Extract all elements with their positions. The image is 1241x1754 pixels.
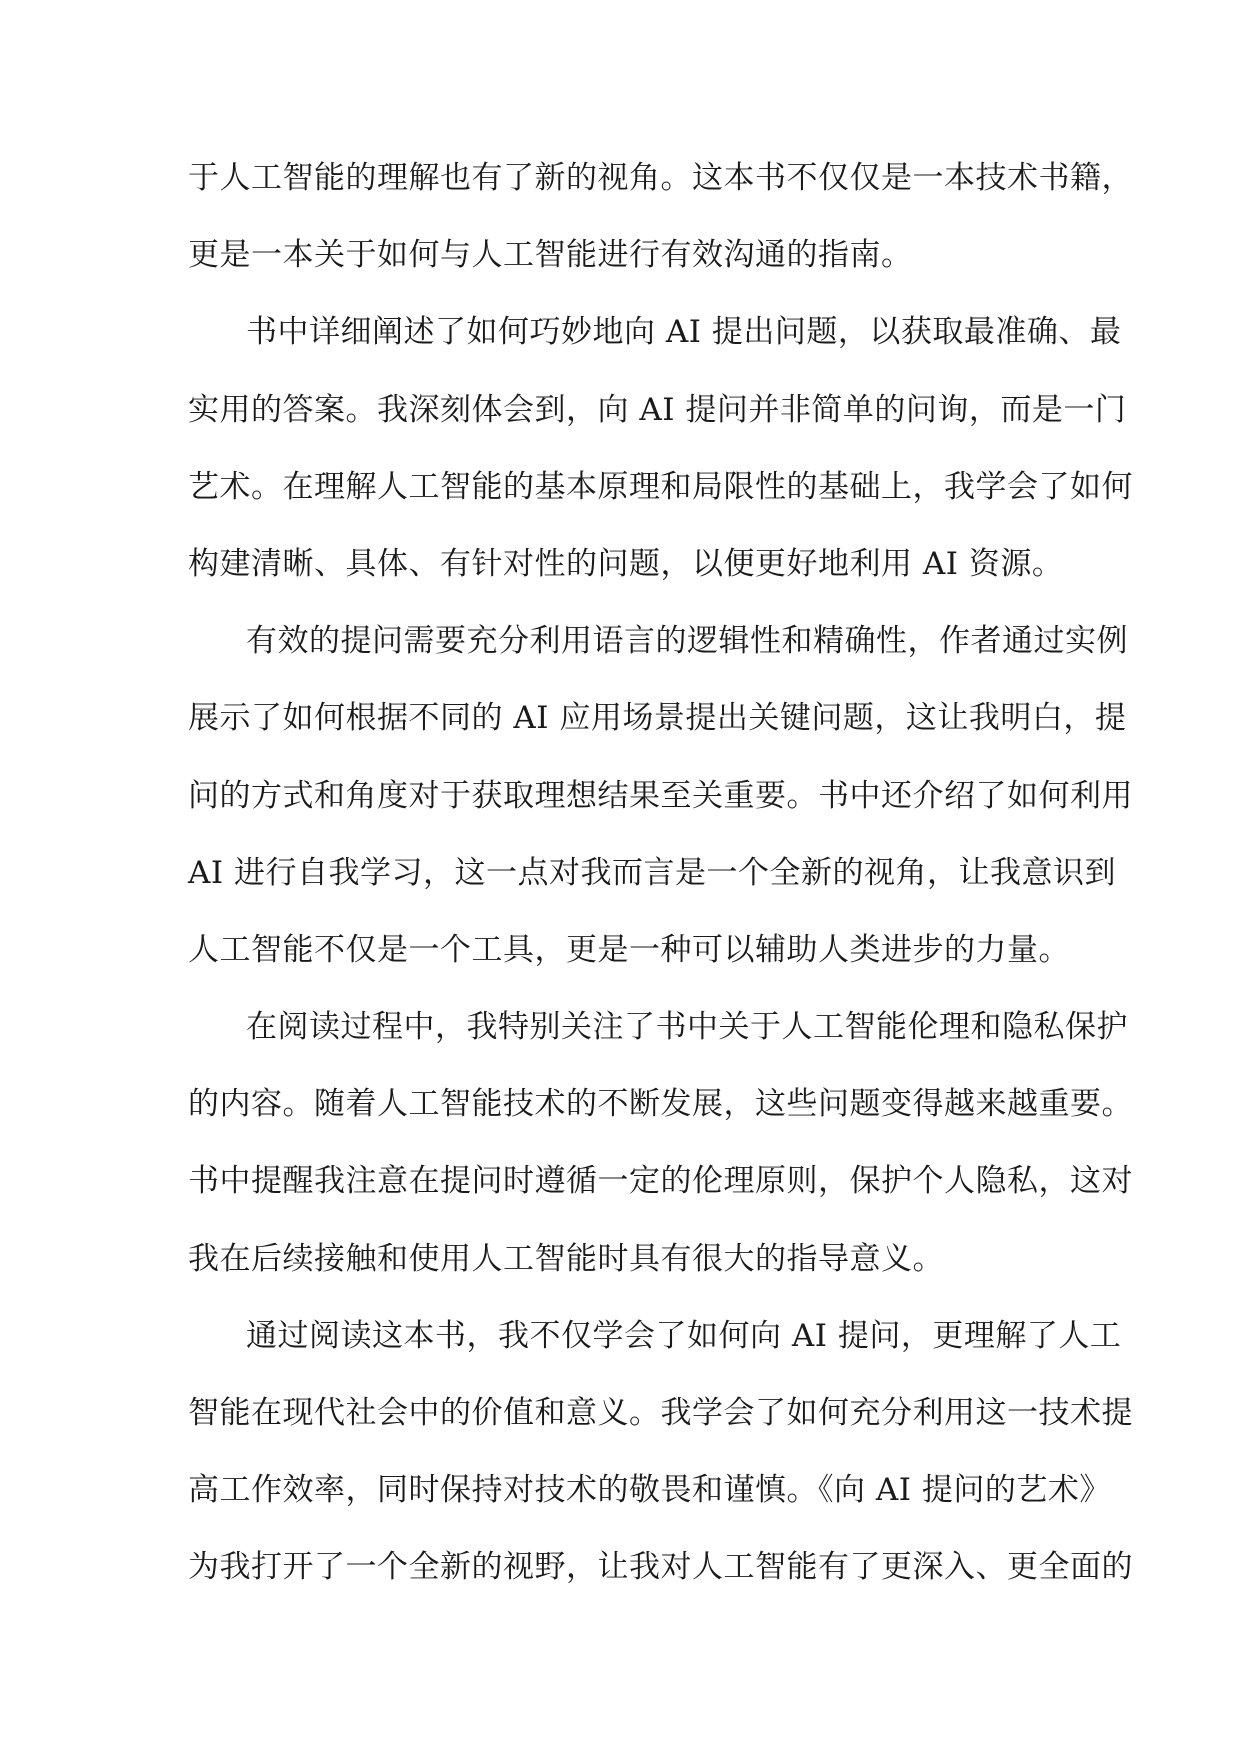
- text-line: 问的方式和角度对于获取理想结果至关重要。书中还介绍了如何利用: [188, 777, 1133, 814]
- text-line: 人工智能不仅是一个工具，更是一种可以辅助人类进步的力量。: [188, 931, 1070, 968]
- body-text: [188, 140, 1133, 1607]
- text-line: 我在后续接触和使用人工智能时具有很大的指导意义。: [188, 1240, 944, 1277]
- text-line: 构建清晰、具体、有针对性的问题，以便更好地利用 AI 资源。: [188, 545, 1064, 582]
- paragraph-first-line: 有效的提问需要充分利用语言的逻辑性和精确性，作者通过实例: [246, 623, 1128, 660]
- text-line: 实用的答案。我深刻体会到，向 AI 提问并非简单的问询，而是一门: [188, 391, 1127, 428]
- text-line: 书中提醒我注意在提问时遵循一定的伦理原则，保护个人隐私，这对: [188, 1163, 1133, 1200]
- text-line: 更是一本关于如何与人工智能进行有效沟通的指南。: [188, 237, 913, 274]
- text-line: 为我打开了一个全新的视野，让我对人工智能有了更深入、更全面的: [188, 1549, 1133, 1586]
- paragraph-first-line: 在阅读过程中，我特别关注了书中关于人工智能伦理和隐私保护: [246, 1009, 1128, 1046]
- text-line: 智能在现代社会中的价值和意义。我学会了如何充分利用这一技术提: [188, 1395, 1133, 1431]
- text-line: 展示了如何根据不同的 AI 应用场景提出关键问题，这让我明白，提: [188, 700, 1127, 737]
- text-line: 于人工智能的理解也有了新的视角。这本书不仅仅是一本技术书籍，: [188, 160, 1133, 196]
- paragraph-first-line: 通过阅读这本书，我不仅学会了如何向 AI 提问，更理解了人工: [246, 1317, 1122, 1354]
- paragraph-first-line: 书中详细阐述了如何巧妙地向 AI 提出问题，以获取最准确、最: [246, 314, 1122, 351]
- text-line: 高工作效率，同时保持对技术的敬畏和谨慎。《向 AI 提问的艺术》: [188, 1472, 1111, 1509]
- text-line: 艺术。在理解人工智能的基本原理和局限性的基础上，我学会了如何: [188, 468, 1133, 505]
- text-line: AI 进行自我学习，这一点对我而言是一个全新的视角，让我意识到: [188, 854, 1116, 891]
- text-line: 的内容。随着人工智能技术的不断发展，这些问题变得越来越重要。: [188, 1086, 1133, 1123]
